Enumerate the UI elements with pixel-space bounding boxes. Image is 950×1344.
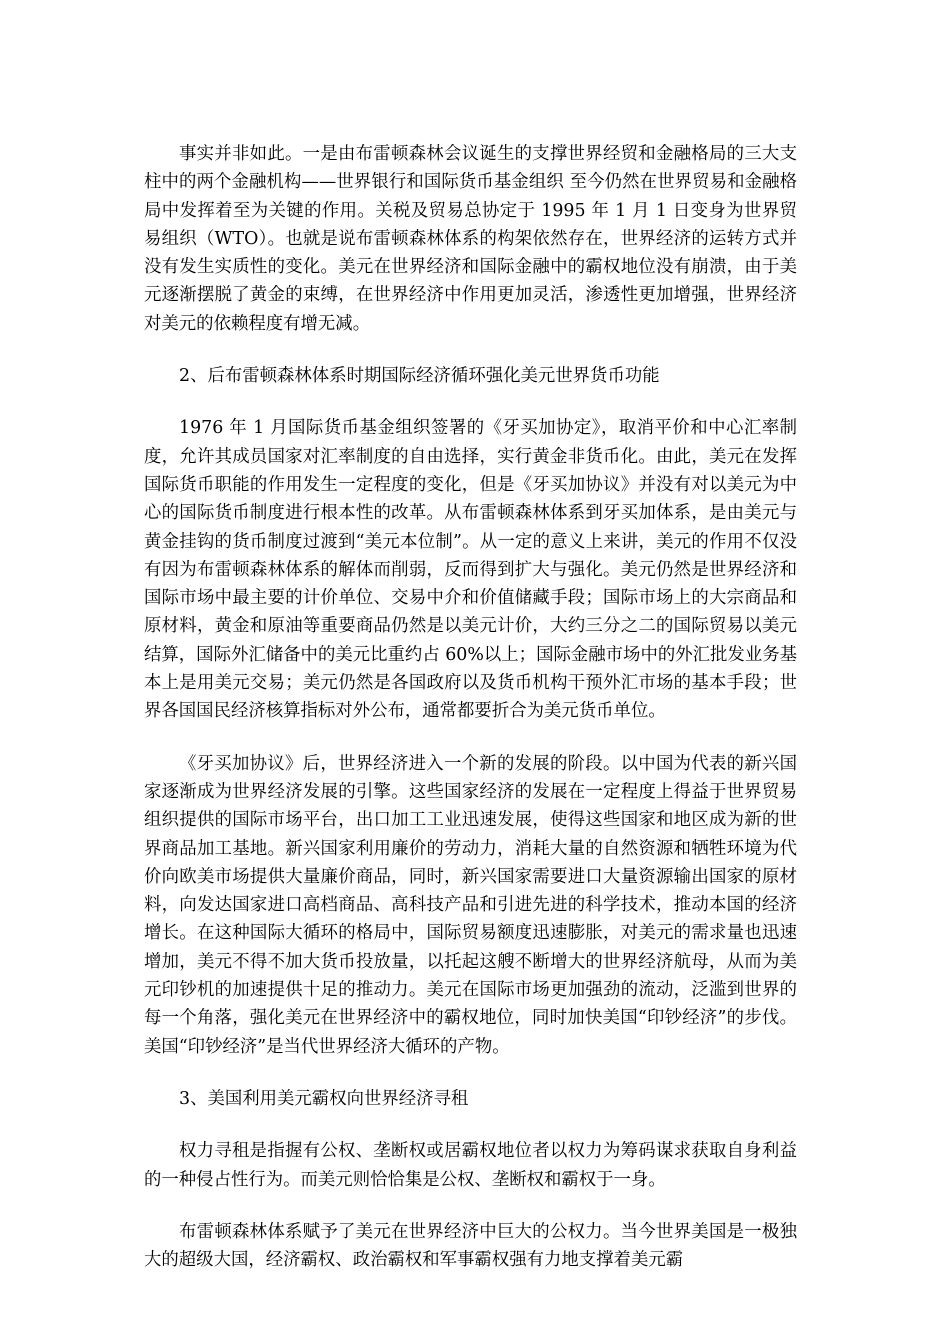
paragraph-new-economic-stage: 《牙买加协议》后，世界经济进入一个新的发展的阶段。以中国为代表的新兴国家逐渐成为世界经济发展的引擎。这些国家经济的发展在一定程度上得益于世界贸易组织提供的国际市场平台，出口加工工业迅速发展，使得这些国家和地区成为新的世界商品加工基地。新兴国家利用廉价的劳动力，消耗大量的自然资源和牺牲环境为代价向欧美市场提供大量廉价商品，同时，新兴国家需要进口大量资源输出国家的原材料，向发达国家进口高档商品、高科技产品和引进先进的科学技术，推动本国的经济增长。在这种国际大循环的格局中，国际贸易额度迅速膨胀，对美元的需求量也迅速增加，美元不得不加大货币投放量，以托起这艘不断增大的世界经济航母，从而为美元印钞机的加速提供十足的推动力。美元在国际市场更加强劲的流动，泛滥到世界的每一个角落，强化美元在世界经济中的霸权地位，同时加快美国“印钞经济”的步伐。美国“印钞经济”是当代世界经济大循环的产物。 [144, 753, 797, 1057]
paragraph-rent-seeking-definition: 权力寻租是指握有公权、垄断权或居霸权地位者以权力为筹码谋求获取自身利益的一种侵占性行为。而美元则恰恰集是公权、垄断权和霸权于一身。 [144, 1141, 797, 1190]
paragraph-public-power: 布雷顿森林体系赋予了美元在世界经济中巨大的公权力。当今世界美国是一极独大的超级大国，经济霸权、政治霸权和军事霸权强有力地支撑着美元霸 [144, 1221, 797, 1271]
section-heading-2: 2、后布雷顿森林体系时期国际经济循环强化美元世界货币功能 [179, 366, 660, 387]
paragraph-bretton-woods-legacy: 事实并非如此。一是由布雷顿森林会议诞生的支撑世界经贸和金融格局的三大支柱中的两个金融机构——世界银行和国际货币基金组织 至今仍然在世界贸易和金融格局中发挥着至为关键的作用。关税及贸易总协定于 1995 年 1 月 1 日变身为世界贸易组织（WTO）。也就是说布雷顿森林体系的构架依然存在，世界经济的运转方式并没有发生实质性的变化。美元在世界经济和国际金融中的霸权地位没有崩溃，由于美元逐渐摆脱了黄金的束缚，在世界经济中作用更加灵活，渗透性更加增强，世界经济对美元的依赖程度有增无减。 [144, 144, 797, 334]
section-heading-3: 3、美国利用美元霸权向世界经济寻租 [179, 1088, 469, 1109]
document-page [144, 140, 797, 1298]
paragraph-jamaica-agreement: 1976 年 1 月国际货币基金组织签署的《牙买加协定》，取消平价和中心汇率制度，允许其成员国家对汇率制度的自由选择，实行黄金非货币化。由此，美元在发挥国际货币职能的作用发生一定程度的变化，但是《牙买加协议》并没有对以美元为中心的国际货币制度进行根本性的改革。从布雷顿森林体系到牙买加体系，是由美元与黄金挂钩的货币制度过渡到“美元本位制”。从一定的意义上来讲，美元的作用不仅没有因为布雷顿森林体系的解体而削弱，反而得到扩大与强化。美元仍然是世界经济和国际市场中最主要的计价单位、交易中介和价值储藏手段；国际市场上的大宗商品和原材料，黄金和原油等重要商品仍然是以美元计价，大约三分之二的国际贸易以美元结算，国际外汇储备中的美元比重约占 60%以上；国际金融市场中的外汇批发业务基本上是用美元交易；美元仍然是各国政府以及货币机构干预外汇市场的基本手段；世界各国国民经济核算指标对外公布，通常都要折合为美元货币单位。 [144, 418, 797, 722]
